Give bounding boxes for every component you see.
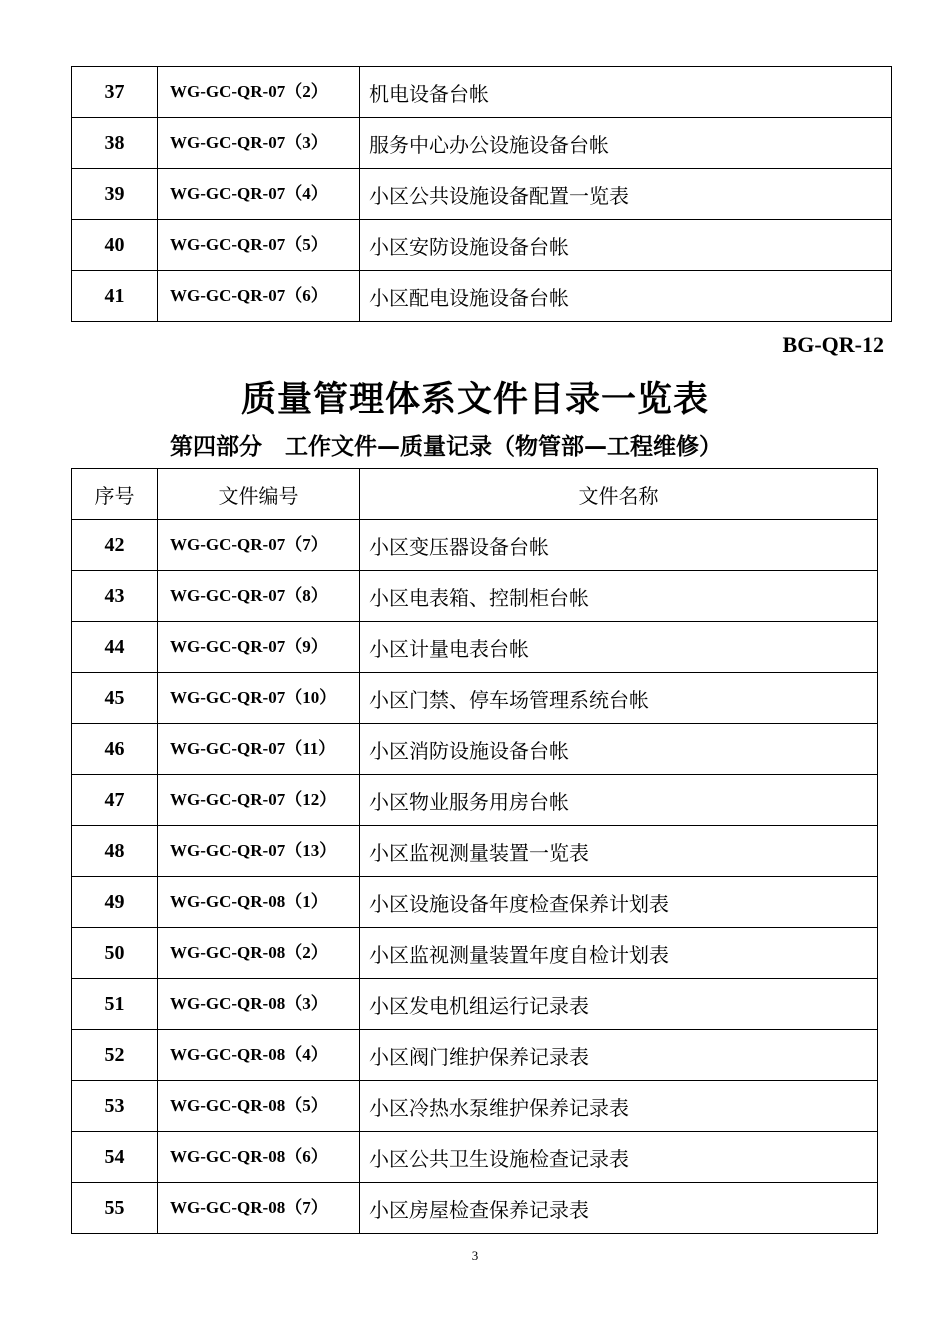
row-serial-number: 41	[72, 271, 158, 322]
header-file-code: 文件编号	[158, 469, 360, 520]
row-file-name: 小区消防设施设备台帐	[360, 724, 878, 775]
table-row	[72, 775, 878, 826]
row-file-code: WG-GC-QR-07（2）	[158, 67, 360, 118]
continued-file-table	[71, 66, 892, 322]
row-file-name: 机电设备台帐	[360, 67, 892, 118]
row-file-name: 小区公共设施设备配置一览表	[360, 169, 892, 220]
table-row	[72, 220, 892, 271]
row-file-code: WG-GC-QR-07（12）	[158, 775, 360, 826]
table-row	[72, 67, 892, 118]
row-file-name: 服务中心办公设施设备台帐	[360, 118, 892, 169]
table-row	[72, 622, 878, 673]
table-row	[72, 826, 878, 877]
row-file-code: WG-GC-QR-07（5）	[158, 220, 360, 271]
row-file-name: 小区监视测量装置年度自检计划表	[360, 928, 878, 979]
row-serial-number: 43	[72, 571, 158, 622]
row-file-code: WG-GC-QR-08（5）	[158, 1081, 360, 1132]
row-serial-number: 50	[72, 928, 158, 979]
row-file-code: WG-GC-QR-07（10）	[158, 673, 360, 724]
table-row	[72, 271, 892, 322]
row-serial-number: 48	[72, 826, 158, 877]
row-serial-number: 45	[72, 673, 158, 724]
row-file-code: WG-GC-QR-07（11）	[158, 724, 360, 775]
header-serial-number: 序号	[72, 469, 158, 520]
row-file-name: 小区发电机组运行记录表	[360, 979, 878, 1030]
file-directory-table	[71, 468, 878, 1234]
table-header-row	[72, 469, 878, 520]
row-file-name: 小区电表箱、控制柜台帐	[360, 571, 878, 622]
document-subtitle: 第四部分 工作文件—质量记录（物管部—工程维修）	[170, 434, 722, 460]
row-file-code: WG-GC-QR-08（7）	[158, 1183, 360, 1234]
row-file-code: WG-GC-QR-07（13）	[158, 826, 360, 877]
header-file-name: 文件名称	[360, 469, 878, 520]
table-row	[72, 1132, 878, 1183]
row-file-name: 小区物业服务用房台帐	[360, 775, 878, 826]
row-file-code: WG-GC-QR-08（6）	[158, 1132, 360, 1183]
table-row	[72, 1030, 878, 1081]
row-file-code: WG-GC-QR-07（7）	[158, 520, 360, 571]
table-row	[72, 877, 878, 928]
row-serial-number: 37	[72, 67, 158, 118]
table-row	[72, 520, 878, 571]
row-serial-number: 40	[72, 220, 158, 271]
table-row	[72, 928, 878, 979]
row-file-code: WG-GC-QR-08（3）	[158, 979, 360, 1030]
row-serial-number: 52	[72, 1030, 158, 1081]
row-serial-number: 55	[72, 1183, 158, 1234]
table-row	[72, 673, 878, 724]
row-file-code: WG-GC-QR-08（1）	[158, 877, 360, 928]
row-serial-number: 38	[72, 118, 158, 169]
row-file-code: WG-GC-QR-08（2）	[158, 928, 360, 979]
row-file-name: 小区冷热水泵维护保养记录表	[360, 1081, 878, 1132]
row-file-name: 小区安防设施设备台帐	[360, 220, 892, 271]
row-serial-number: 42	[72, 520, 158, 571]
row-file-name: 小区设施设备年度检查保养计划表	[360, 877, 878, 928]
row-serial-number: 47	[72, 775, 158, 826]
row-file-name: 小区监视测量装置一览表	[360, 826, 878, 877]
table-row	[72, 979, 878, 1030]
table-row	[72, 169, 892, 220]
row-file-name: 小区变压器设备台帐	[360, 520, 878, 571]
document-title: 质量管理体系文件目录一览表	[240, 380, 709, 420]
row-file-name: 小区房屋检查保养记录表	[360, 1183, 878, 1234]
page-number: 3	[471, 1248, 479, 1263]
table-row	[72, 1081, 878, 1132]
row-file-name: 小区阀门维护保养记录表	[360, 1030, 878, 1081]
row-serial-number: 51	[72, 979, 158, 1030]
table-row	[72, 118, 892, 169]
table-row	[72, 724, 878, 775]
row-serial-number: 46	[72, 724, 158, 775]
row-file-code: WG-GC-QR-07（8）	[158, 571, 360, 622]
form-code: BG-QR-12	[782, 332, 884, 357]
table-row	[72, 1183, 878, 1234]
row-file-code: WG-GC-QR-07（9）	[158, 622, 360, 673]
row-file-name: 小区配电设施设备台帐	[360, 271, 892, 322]
row-file-code: WG-GC-QR-07（4）	[158, 169, 360, 220]
table-row	[72, 571, 878, 622]
row-file-name: 小区门禁、停车场管理系统台帐	[360, 673, 878, 724]
row-file-code: WG-GC-QR-08（4）	[158, 1030, 360, 1081]
row-file-name: 小区计量电表台帐	[360, 622, 878, 673]
row-serial-number: 39	[72, 169, 158, 220]
row-serial-number: 44	[72, 622, 158, 673]
row-file-code: WG-GC-QR-07（3）	[158, 118, 360, 169]
row-serial-number: 54	[72, 1132, 158, 1183]
row-file-code: WG-GC-QR-07（6）	[158, 271, 360, 322]
row-file-name: 小区公共卫生设施检查记录表	[360, 1132, 878, 1183]
row-serial-number: 53	[72, 1081, 158, 1132]
row-serial-number: 49	[72, 877, 158, 928]
